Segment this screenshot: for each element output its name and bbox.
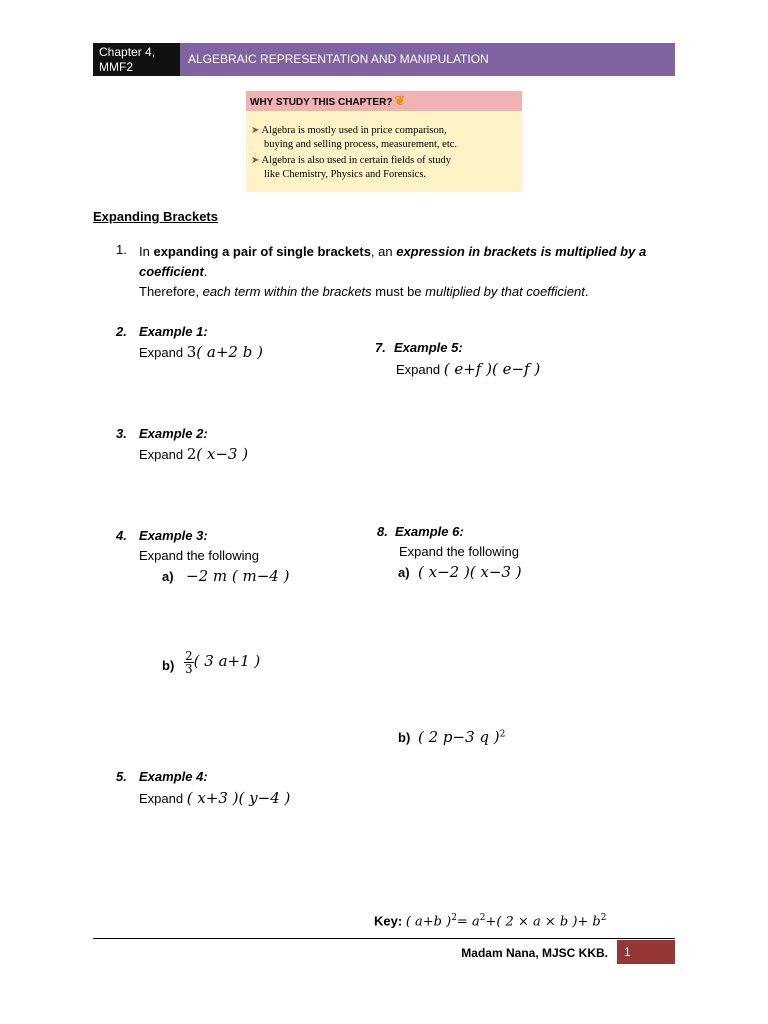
- expand-label: Expand: [139, 791, 184, 806]
- example-5-expression: ( e+f )( e−f ): [443, 360, 541, 378]
- intro-text-italic: multiplied by that coefficient: [425, 284, 585, 299]
- intro-text: In: [139, 244, 154, 259]
- example-4-expression: ( x+3 )( y−4 ): [186, 789, 291, 807]
- key-middle-term: +( 2 × a × b )+ b: [485, 914, 601, 930]
- example-3-part-b-expression: [184, 650, 260, 675]
- example-1-question: [139, 343, 263, 361]
- example-4-number: 5.: [116, 769, 127, 784]
- example-3-part-a-label: a): [162, 569, 174, 584]
- example-3-part-a-expression: −2 m ( m−4 ): [186, 567, 290, 585]
- intro-text-bold-italic: expression in brackets is multiplied by a: [396, 244, 647, 259]
- example-6-title: Example 6:: [395, 524, 464, 539]
- exponent: 2: [479, 913, 486, 923]
- why-study-heading: [246, 91, 522, 111]
- why-study-box: [246, 91, 522, 192]
- chapter-label: [93, 43, 180, 76]
- example-1-coefficient: 3: [186, 343, 197, 361]
- why-item-2: [251, 154, 519, 182]
- example-4-question: [139, 789, 290, 807]
- intro-text: must be: [371, 284, 426, 299]
- why-item-1: [251, 124, 519, 152]
- example-1-number: 2.: [116, 324, 127, 339]
- page-number: 1: [617, 940, 675, 964]
- expand-label: Expand: [139, 345, 184, 360]
- expand-label: Expand: [396, 362, 441, 377]
- intro-text-italic: each term within the brackets: [202, 284, 372, 299]
- footer-divider: [93, 938, 675, 939]
- example-2-question: [139, 445, 248, 463]
- arrow-bullet-icon: ➤: [251, 155, 260, 166]
- example-5-number: 7.: [375, 340, 386, 355]
- example-1-title: Example 1:: [139, 324, 208, 339]
- example-2-coefficient: 2: [186, 445, 197, 463]
- fraction-numerator: 2: [185, 649, 193, 663]
- why-item-2-line-2: like Chemistry, Physics and Forensics.: [264, 169, 427, 180]
- intro-text-bold-italic: coefficient: [139, 264, 204, 279]
- example-6-part-a-expression: ( x−2 )( x−3 ): [418, 563, 522, 581]
- example-6-part-b-bracket: ( 2 p−3 q ): [418, 728, 500, 746]
- exponent: 2: [499, 729, 506, 740]
- example-3-instruction: Expand the following: [139, 548, 259, 563]
- intro-text: , an: [370, 244, 397, 259]
- leaf-icon: ❦: [394, 93, 406, 108]
- key-formula: [374, 913, 606, 929]
- example-3-part-b-label: b): [162, 658, 175, 673]
- why-study-heading-text: WHY STUDY THIS CHAPTER?: [250, 97, 393, 108]
- example-3-part-b-bracket: ( 3 a+1 ): [193, 651, 261, 670]
- example-6-part-a-label: a): [398, 565, 410, 580]
- exponent: 2: [600, 913, 607, 923]
- chapter-line-2: MMF2: [99, 60, 133, 74]
- why-item-1-line-1: Algebra is mostly used in price comparison,: [261, 125, 447, 136]
- footer-author: Madam Nana, MJSC KKB.: [461, 946, 608, 960]
- example-6-instruction: Expand the following: [399, 544, 519, 559]
- chapter-title: ALGEBRAIC REPRESENTATION AND MANIPULATION: [180, 43, 675, 76]
- example-6-number: 8.: [377, 524, 388, 539]
- example-2-number: 3.: [116, 426, 127, 441]
- why-item-1-line-2: buying and selling process, measurement, etc.: [264, 139, 458, 150]
- expand-label: Expand: [139, 447, 184, 462]
- why-item-2-line-1: Algebra is also used in certain fields of study: [261, 155, 451, 166]
- intro-text: .: [203, 264, 208, 279]
- arrow-bullet-icon: ➤: [251, 125, 260, 136]
- example-5-question: [396, 360, 540, 378]
- example-2-expression: ( x−3 ): [196, 445, 249, 463]
- fraction-denominator: 3: [185, 662, 193, 676]
- example-6-part-b-label: b): [398, 730, 411, 745]
- example-2-title: Example 2:: [139, 426, 208, 441]
- section-title: Expanding Brackets: [93, 209, 218, 224]
- intro-number: 1.: [116, 242, 127, 257]
- example-5-title: Example 5:: [394, 340, 463, 355]
- example-3-number: 4.: [116, 528, 127, 543]
- example-4-title: Example 4:: [139, 769, 208, 784]
- key-lhs: ( a+b ): [405, 914, 452, 930]
- example-6-part-b-expression: [418, 728, 505, 746]
- example-1-expression: ( a+2 b ): [196, 343, 263, 361]
- fraction: [184, 650, 194, 675]
- intro-text: .: [584, 284, 589, 299]
- key-equals: = a: [456, 914, 480, 930]
- intro-text-bold: expanding a pair of single brackets: [153, 244, 371, 259]
- intro-paragraph: [139, 242, 679, 302]
- key-label: Key:: [374, 913, 403, 929]
- intro-text: Therefore,: [139, 284, 203, 299]
- example-3-title: Example 3:: [139, 528, 208, 543]
- chapter-line-1: Chapter 4,: [99, 45, 156, 59]
- exponent: 2: [451, 913, 457, 923]
